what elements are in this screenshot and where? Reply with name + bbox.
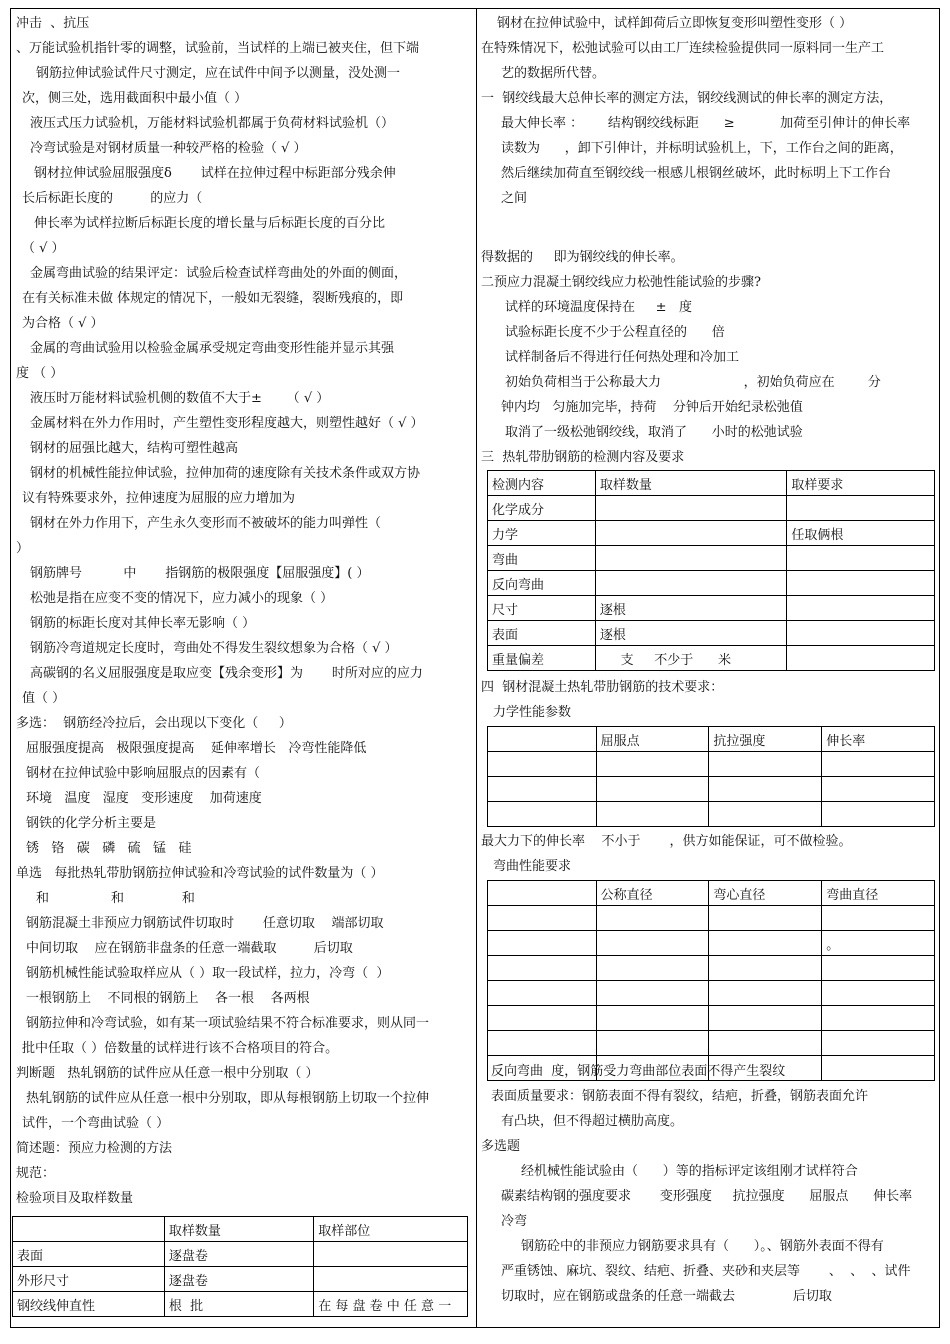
table-row (13, 1267, 468, 1292)
right-text-line: 钢材在拉伸试验中，试样卸荷后立即恢复变形叫塑性变形（ ） (497, 16, 853, 31)
table-row (488, 777, 935, 802)
left-text-line: ） (16, 541, 30, 556)
table-cell (595, 571, 786, 596)
right-text-line: 严重锈蚀、麻坑、裂纹、结疤、折叠、夹砂和夹层等 、 、 、试件 (501, 1264, 911, 1279)
table-cell (488, 777, 597, 802)
left-text-line: 一根钢筋上 不同根的钢筋上 各一根 各两根 (26, 991, 310, 1006)
table-cell (595, 496, 786, 521)
table-cell: 伸长率 (822, 727, 935, 752)
left-text-line: 钢筋冷弯道规定长度时，弯曲处不得发生裂纹想象为合格（ √ ） (30, 641, 398, 656)
table-cell (488, 981, 597, 1006)
table-cell (314, 1267, 468, 1292)
rebar-inspection-table (487, 470, 935, 671)
table-row (488, 956, 935, 981)
table-cell (787, 571, 935, 596)
table-cell: 任取俩根 (787, 521, 935, 546)
left-text-line: 冷弯试验是对钢材质量一种较严格的检验（ √ ） (30, 141, 307, 156)
table-cell (787, 496, 935, 521)
left-text-line: 度 （ ） (16, 366, 64, 381)
section-four-title: 四 钢材混凝土热轧带肋钢筋的技术要求： (481, 680, 724, 695)
table-cell (596, 1006, 709, 1031)
table-cell (822, 981, 935, 1006)
left-text-line: 钢材拉伸试验屈服强度δ 试样在拉伸过程中标距部分残余伸 (34, 166, 396, 181)
table-cell: 表面 (488, 621, 596, 646)
left-text-line: 和 和 和 (36, 891, 195, 906)
right-text-line: 在特殊情况下，松弛试验可以由工厂连续检验提供同一原料同一生产工 (481, 41, 885, 56)
table-cell (488, 881, 597, 906)
bend-performance-title: 弯曲性能要求 (493, 859, 572, 874)
table-cell (709, 777, 822, 802)
table-cell (13, 1217, 165, 1242)
table-cell: 表面 (13, 1242, 165, 1267)
table-cell: 在 每 盘 卷 中 任 意 一 (314, 1292, 468, 1317)
left-text-line: 值（ ） (22, 691, 66, 706)
left-text-line: 钢筋机械性能试验取样应从（ ）取一段试样，拉力，冷弯（ ） (26, 966, 390, 981)
table-cell (488, 802, 597, 827)
table-row (13, 1292, 468, 1317)
right-text-line: 然后继续加荷直至钢绞线一根感儿根钢丝破坏，此时标明上下工作台 (501, 166, 892, 181)
table-row (488, 881, 935, 906)
left-text-line: 钢筋牌号 中 指钢筋的极限强度【屈服强度】( ） (30, 566, 370, 581)
table-row (488, 646, 935, 671)
left-text-line: 钢材的机械性能拉伸试验，拉伸加荷的速度除有关技术条件或双方协 (30, 466, 421, 481)
table-row (488, 1031, 935, 1056)
table-cell (709, 931, 822, 956)
left-text-line: 高碳钢的名义屈服强度是取应变【残余变形】为 时所对应的应力 (30, 666, 423, 681)
table-cell (596, 1031, 709, 1056)
table-row (488, 981, 935, 1006)
table-row (488, 496, 935, 521)
left-text-line: 热轧钢筋的试件应从任意一根中分别取，即从每根钢筋上切取一个拉伸 (26, 1091, 430, 1106)
right-text-line: 得数据的 即为钢绞线的伸长率。 (481, 250, 684, 265)
table-row (488, 727, 935, 752)
table-row (488, 471, 935, 496)
mechanical-params-table (487, 726, 935, 827)
table-cell: 尺寸 (488, 596, 596, 621)
left-text-line: 金属材料在外力作用时，产生塑性变形程度越大，则塑性越好（ √ ） (30, 416, 424, 431)
right-text-line: 冷弯 (501, 1214, 528, 1229)
table-cell: 力学 (488, 521, 596, 546)
right-text-line: 艺的数据所代替。 (501, 66, 606, 81)
left-text-line: 金属弯曲试验的结果评定：试验后检查试样弯曲处的外面的侧面， (30, 266, 408, 281)
right-text-line: 碳素结构钢的强度要求 变形强度 抗拉强度 屈服点 伸长率 (501, 1189, 913, 1204)
table-cell (488, 931, 597, 956)
right-text-line: 二预应力混凝土钢绞线应力松弛性能试验的步骤? (481, 275, 761, 290)
inspection-sampling-table (12, 1216, 468, 1317)
table-cell: 检测内容 (488, 471, 596, 496)
table-cell (709, 906, 822, 931)
right-text-line: 表面质量要求：钢筋表面不得有裂纹，结疤，折叠，钢筋表面允许 (491, 1089, 869, 1104)
table-cell (709, 956, 822, 981)
left-text-line: 中间切取 应在钢筋非盘条的任意一端截取 后切取 (26, 941, 353, 956)
left-text-line: 议有特殊要求外，拉伸速度为屈服的应力增加为 (22, 491, 296, 506)
left-text-line: （ √ ） (22, 241, 65, 256)
table-cell: 根 批 (164, 1292, 313, 1317)
table-cell (595, 521, 786, 546)
left-text-line: 检验项目及取样数量 (16, 1191, 134, 1206)
left-text-line: 松弛是指在应变不变的情况下，应力减小的现象（ ） (30, 591, 334, 606)
left-text-line: 伸长率为试样拉断后标距长度的增长量与后标距长度的百分比 (34, 216, 386, 231)
table-cell (822, 956, 935, 981)
left-text-line: 钢材的屈强比越大，结构可塑性越高 (30, 441, 239, 456)
table-cell (596, 956, 709, 981)
table-row (13, 1242, 468, 1267)
table-cell: 弯曲直径 (822, 881, 935, 906)
table-row (488, 906, 935, 931)
table-cell (822, 1056, 935, 1081)
table-cell: 外形尺寸 (13, 1267, 165, 1292)
table-cell: 反向弯曲 (488, 571, 596, 596)
table-cell (822, 1006, 935, 1031)
right-text-line: 之间 (501, 191, 528, 206)
left-text-line: 在有关标准未做 体规定的情况下，一般如无裂缝，裂断残痕的，即 (22, 291, 404, 306)
table-row (488, 546, 935, 571)
right-text-line: 取消了一级松弛钢绞线，取消了 小时的松弛试验 (505, 425, 803, 440)
table-row (488, 931, 935, 956)
left-text-line: 液压式压力试验机，万能材料试验机都属于负荷材料试验机（） (30, 116, 395, 131)
table-row (488, 596, 935, 621)
bend-performance-table (487, 880, 935, 1081)
table-cell (488, 1006, 597, 1031)
left-text-line: 金属的弯曲试验用以检验金属承受规定弯曲变形性能并显示其强 (30, 341, 395, 356)
right-text-line: 钢筋砼中的非预应力钢筋要求具有（ ）。、钢筋外表面不得有 (521, 1239, 884, 1254)
table-cell (709, 802, 822, 827)
right-text-line: 试样制备后不得进行任何热处理和冷加工 (505, 350, 740, 365)
table-cell (314, 1242, 468, 1267)
right-text-line: 多选题 (481, 1139, 521, 1154)
table-cell (596, 906, 709, 931)
table-cell (822, 1031, 935, 1056)
table-cell: 逐根 (595, 596, 786, 621)
table-cell (787, 546, 935, 571)
left-text-line: 钢筋的标距长度对其伸长率无影响（ ） (30, 616, 256, 631)
table-cell: 支 不少于 米 (595, 646, 786, 671)
table-cell (596, 981, 709, 1006)
table-cell: 重量偏差 (488, 646, 596, 671)
table-cell: 屈服点 (596, 727, 709, 752)
table-cell (488, 1031, 597, 1056)
table-cell (595, 546, 786, 571)
table-cell: 抗拉强度 (709, 727, 822, 752)
table-row (488, 802, 935, 827)
table-cell (596, 931, 709, 956)
mechanical-params-subtitle: 力学性能参数 (493, 705, 572, 720)
table-row (488, 521, 935, 546)
column-divider (476, 8, 477, 1328)
left-text-line: 钢铁的化学分析主要是 (26, 816, 157, 831)
table-cell (709, 752, 822, 777)
table-cell: 逐盘卷 (164, 1267, 313, 1292)
left-text-line: 判断题 热轧钢筋的试件应从任意一根中分别取（ ） (16, 1066, 319, 1081)
table-cell (787, 621, 935, 646)
table-cell (488, 906, 597, 931)
left-text-line: 环境 温度 湿度 变形速度 加荷速度 (26, 791, 262, 806)
table-cell: 取样数量 (164, 1217, 313, 1242)
table-cell (822, 752, 935, 777)
left-text-line: 为合格（ √ ） (22, 316, 104, 331)
table-row (13, 1217, 468, 1242)
right-text-line: 一 钢绞线最大总伸长率的测定方法，钢绞线测试的伸长率的测定方法， (481, 91, 893, 106)
table-cell: 钢绞线伸直性 (13, 1292, 165, 1317)
table-cell: 化学成分 (488, 496, 596, 521)
table-cell (596, 777, 709, 802)
table-cell: 弯曲 (488, 546, 596, 571)
table-cell (822, 777, 935, 802)
table-cell (822, 802, 935, 827)
left-text-line: 钢材在外力作用下，产生永久变形而不被破坏的能力叫弹性（ (30, 516, 382, 531)
left-text-line: 冲击 、抗压 (16, 16, 90, 31)
right-text-line: 初始负荷相当于公称最大力 ，初始负荷应在 分 (505, 375, 881, 390)
table-cell (488, 727, 597, 752)
table-cell: 取样数量 (595, 471, 786, 496)
left-text-line: 锈 铬 碳 磷 硫 锰 硅 (26, 841, 192, 856)
table-cell: 逐根 (595, 621, 786, 646)
right-text-line: 有凸块，但不得超过横肋高度。 (501, 1114, 684, 1129)
table-row (488, 1006, 935, 1031)
left-text-line: 批中任取（ ）倍数量的试样进行该不合格项目的符合。 (22, 1041, 339, 1056)
table-row (488, 621, 935, 646)
right-text-line: 试样的环境温度保持在 ± 度 (505, 300, 692, 315)
left-text-line: 简述题：预应力检测的方法 (16, 1141, 173, 1156)
table-cell: 取样部位 (314, 1217, 468, 1242)
table-cell (787, 596, 935, 621)
table-cell (488, 752, 597, 777)
left-text-line: 钢材在拉伸试验中影响屈服点的因素有（ (26, 766, 261, 781)
left-text-line: 规范： (16, 1166, 56, 1181)
right-text-line: 三 热轧带肋钢筋的检测内容及要求 (481, 450, 685, 465)
left-text-line: 多选： 钢筋经冷拉后，会出现以下变化（ ） (16, 716, 292, 731)
left-text-line: 、万能试验机指针零的调整，试验前，当试样的上端已被夹住，但下端 (16, 41, 420, 56)
right-text-line: 反向弯曲 度，钢筋受力弯曲部位表面不得产生裂纹 (491, 1064, 786, 1079)
right-text-line: 钟内均 匀施加完毕，持荷 分钟后开始纪录松弛值 (501, 400, 803, 415)
left-text-line: 试件，一个弯曲试验（ ） (22, 1116, 170, 1131)
left-text-line: 单选 每批热轧带肋钢筋拉伸试验和冷弯试验的试件数量为（ ） (16, 866, 384, 881)
table-cell: 取样要求 (787, 471, 935, 496)
table-cell: 公称直径 (596, 881, 709, 906)
left-text-line: 长后标距长度的 的应力（ (22, 191, 203, 206)
table-cell (709, 981, 822, 1006)
right-text-line: 读数为 ，卸下引伸计，并标明试验机上，下，工作台之间的距离， (501, 141, 903, 156)
max-force-elongation-line: 最大力下的伸长率 不小于 ，供方如能保证，可不做检验。 (481, 834, 852, 849)
right-text-line: 经机械性能试验由（ ）等的指标评定该组刚才试样符合 (521, 1164, 858, 1179)
table-cell (787, 646, 935, 671)
right-text-line: 最大伸长率 ： 结构钢绞线标距 ≥ 加荷至引伸计的伸长率 (501, 116, 911, 131)
right-text-line: 试验标距长度不少于公程直径的 倍 (505, 325, 725, 340)
left-text-line: 钢筋拉伸试验试件尺寸测定，应在试件中间予以测量，没处测一 (36, 66, 401, 81)
left-text-line: 次，侧三处，选用截面积中最小值（ ） (22, 91, 248, 106)
table-cell: 。 (822, 931, 935, 956)
table-row (488, 571, 935, 596)
table-cell: 逐盘卷 (164, 1242, 313, 1267)
right-text-line: 切取时，应在钢筋或盘条的任意一端截去 后切取 (501, 1289, 832, 1304)
table-row (488, 752, 935, 777)
table-cell (596, 802, 709, 827)
table-cell (488, 956, 597, 981)
table-cell (822, 906, 935, 931)
table-cell: 弯心直径 (709, 881, 822, 906)
left-text-line: 液压时万能材料试验机侧的数值不大于± （ √ ） (30, 391, 330, 406)
table-cell (709, 1006, 822, 1031)
table-cell (709, 1031, 822, 1056)
left-text-line: 屈服强度提高 极限强度提高 延伸率增长 冷弯性能降低 (26, 741, 367, 756)
left-text-line: 钢筋拉伸和冷弯试验，如有某一项试验结果不符合标准要求，则从同一 (26, 1016, 430, 1031)
left-text-line: 钢筋混凝土非预应力钢筋试件切取时 任意切取 端部切取 (26, 916, 384, 931)
table-cell (596, 752, 709, 777)
